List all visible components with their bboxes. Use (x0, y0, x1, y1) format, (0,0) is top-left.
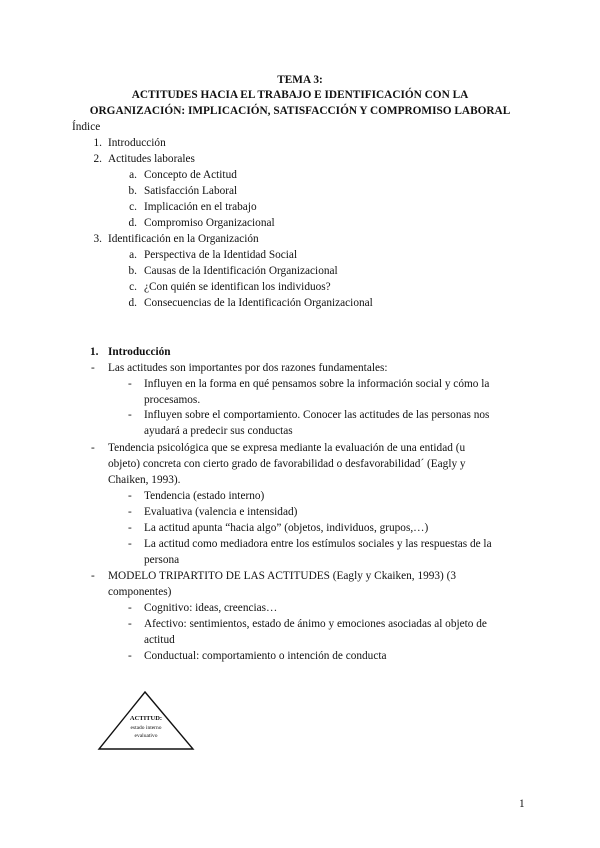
sub-bullet-dash: - (128, 522, 132, 534)
index-item-number: 2. (93, 153, 102, 165)
index-subitem: Satisfacción Laboral (144, 185, 238, 197)
bullet-text: Las actitudes son importantes por dos razones fundamentales: (108, 362, 388, 374)
page-number: 1 (519, 798, 525, 810)
index-subitem: ¿Con quién se identifican los individuos? (144, 281, 331, 293)
index-subitem: Perspectiva de la Identidad Social (144, 249, 298, 261)
sub-bullet-text: La actitud apunta “hacia algo” (objetos, individuos, grupos,…) (144, 522, 429, 534)
sub-bullet-text: Influyen sobre el comportamiento. Conocer las actitudes de las personas nos (144, 409, 490, 421)
index-heading: Índice (72, 121, 101, 133)
index-subitem-letter: b. (128, 185, 137, 197)
document-title-line-2: ORGANIZACIÓN: IMPLICACIÓN, SATISFACCIÓN Y COMPROMISO LABORAL (89, 105, 511, 117)
sub-bullet-text: La actitud como mediadora entre los estímulos sociales y las respuestas de la (144, 538, 492, 550)
index-subitem: Causas de la Identificación Organizacional (144, 265, 338, 277)
bullet-text: MODELO TRIPARTITO DE LAS ACTITUDES (Eagly y Ckaiken, 1993) (3 (108, 570, 457, 582)
diagram-label: ACTITUD: (129, 715, 163, 722)
index-subitem-letter: a. (129, 169, 137, 181)
sub-bullet-dash: - (128, 602, 132, 614)
index-item-number: 3. (93, 233, 102, 245)
sub-bullet-dash: - (128, 650, 132, 662)
sub-bullet-text: Tendencia (estado interno) (144, 490, 265, 502)
topic-number: TEMA 3: (277, 74, 323, 86)
index-item-number: 1. (93, 137, 102, 149)
bullet-dash: - (91, 570, 95, 582)
sub-bullet-text: procesamos. (144, 394, 201, 406)
sub-bullet-dash: - (128, 378, 132, 390)
bullet-dash: - (91, 362, 95, 374)
index-subitem-letter: b. (128, 265, 137, 277)
document-title-line-1: ACTITUDES HACIA EL TRABAJO E IDENTIFICACIÓN CON LA (131, 89, 469, 101)
index-item-introduccion: Introducción (108, 137, 166, 149)
index-subitem: Concepto de Actitud (144, 169, 237, 181)
sub-bullet-text: actitud (144, 634, 175, 646)
sub-bullet-text: Afectivo: sentimientos, estado de ánimo y emociones asociadas al objeto de (144, 618, 487, 630)
index-subitem: Implicación en el trabajo (144, 201, 257, 213)
index-subitem-letter: c. (129, 201, 137, 213)
sub-bullet-text: persona (144, 554, 180, 566)
index-subitem-letter: d. (128, 297, 137, 309)
index-item-actitudes-laborales: Actitudes laborales (108, 153, 195, 165)
section-heading: Introducción (108, 346, 171, 358)
sub-bullet-dash: - (128, 506, 132, 518)
sub-bullet-text: Conductual: comportamiento o intención de conducta (144, 650, 387, 662)
bullet-text: Chaiken, 1993). (108, 474, 181, 486)
section-number: 1. (90, 346, 99, 358)
sub-bullet-dash: - (128, 618, 132, 630)
bullet-text: componentes) (108, 586, 172, 598)
sub-bullet-text: Cognitivo: ideas, creencias… (144, 602, 278, 614)
index-item-identificacion: Identificación en la Organización (108, 233, 259, 245)
index-subitem-letter: d. (128, 217, 137, 229)
index-subitem: Compromiso Organizacional (144, 217, 275, 229)
diagram-caption: evaluativo (134, 733, 158, 739)
index-subitem-letter: c. (129, 281, 137, 293)
sub-bullet-dash: - (128, 409, 132, 421)
sub-bullet-text: ayudará a predecir sus conductas (144, 425, 293, 437)
index-subitem-letter: a. (129, 249, 137, 261)
bullet-dash: - (91, 442, 95, 454)
sub-bullet-text: Evaluativa (valencia e intensidad) (144, 506, 298, 518)
index-subitem: Consecuencias de la Identificación Organizacional (144, 297, 373, 309)
sub-bullet-dash: - (128, 538, 132, 550)
sub-bullet-text: Influyen en la forma en qué pensamos sobre la información social y cómo la (144, 378, 490, 390)
bullet-text: objeto) concreta con cierto grado de favorabilidad o desfavorabilidad´ (Eagly y (108, 458, 466, 470)
tripartite-triangle-diagram (96, 690, 196, 752)
bullet-text: Tendencia psicológica que se expresa mediante la evaluación de una entidad (u (108, 442, 466, 454)
sub-bullet-dash: - (128, 490, 132, 502)
diagram-caption: estado interno (130, 725, 162, 731)
